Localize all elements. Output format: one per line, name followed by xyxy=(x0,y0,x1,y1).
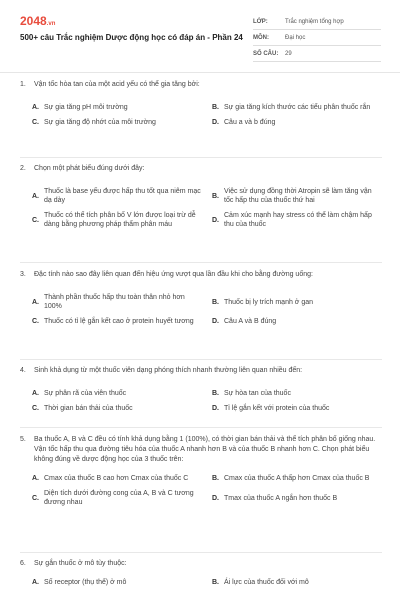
option-letter: D. xyxy=(212,216,219,224)
option-b[interactable] xyxy=(212,386,382,401)
option-text: Sự gia tăng pH môi trường xyxy=(44,104,128,111)
question-4 xyxy=(20,366,382,416)
meta-value: Đại học xyxy=(285,34,306,41)
meta-row-class xyxy=(253,14,381,30)
logo-domain: .vn xyxy=(46,21,56,27)
option-text: Sự phân rã của viên thuốc xyxy=(44,390,127,397)
option-d[interactable] xyxy=(212,208,382,232)
option-letter: A. xyxy=(32,298,39,306)
option-c[interactable] xyxy=(32,208,202,232)
question-stem: Sự gắn thuốc ở mô tùy thuộc: xyxy=(34,560,127,567)
option-text: Sự gia tăng kích thước các tiểu phân thuốc rắn xyxy=(224,104,371,111)
meta-label: LỚP: xyxy=(253,18,268,25)
option-letter: B. xyxy=(212,579,219,586)
option-text: Câu A và B đúng xyxy=(224,318,277,325)
question-1 xyxy=(20,80,382,130)
option-c[interactable] xyxy=(32,401,202,416)
option-text: Thuốc có tỉ lệ gắn kết cao ở protein huyết tương xyxy=(44,318,194,325)
option-text: Thuốc có thể tích phân bố V lớn được loại trừ dễ dàng bằng phương pháp thẩm phân máu xyxy=(44,212,196,228)
question-2 xyxy=(20,164,382,232)
option-letter: D. xyxy=(212,318,219,325)
logo-number: 2048 xyxy=(20,14,47,28)
option-letter: A. xyxy=(32,390,39,397)
option-a[interactable] xyxy=(32,184,202,208)
question-stem: Sinh khả dụng từ một thuốc viên dạng phóng thích nhanh thường liên quan nhiều đến: xyxy=(34,367,303,374)
option-letter: D. xyxy=(212,119,219,126)
option-letter: D. xyxy=(212,494,219,502)
option-text: Cmax của thuốc A thấp hơn Cmax của thuốc B xyxy=(224,475,370,482)
divider xyxy=(20,552,382,553)
option-letter: C. xyxy=(32,216,39,224)
option-letter: B. xyxy=(212,298,219,306)
question-stem: Đặc tính nào sao đây liên quan đến hiệu ứng vượt qua lần đầu khi cho bằng đường uống: xyxy=(34,271,313,278)
question-stem: Ba thuốc A, B và C đều có tính khả dụng bằng 1 (100%), có thời gian bán thải và thể tích phân bố giống nhau. Vận tốc hấp thu qua đường tiêu hóa của thuốc A nhanh hơn B và của thuốc B nhanh hơn C. Chọn phát biểu không đúng về dược động học của 3 thuốc trên: xyxy=(34,436,376,463)
option-text: Việc sử dụng đồng thời Atropin sẽ làm tăng vận tốc hấp thu của thuốc thứ hai xyxy=(224,188,372,204)
header xyxy=(0,0,400,73)
option-letter: A. xyxy=(32,475,39,482)
option-text: Thành phần thuốc hấp thu toàn thân nhỏ hơn 100% xyxy=(44,294,185,310)
question-stem: Vận tốc hòa tan của một acid yếu có thể gia tăng bởi: xyxy=(34,81,200,88)
option-letter: B. xyxy=(212,104,219,111)
option-text: Tỉ lệ gắn kết với protein của thuốc xyxy=(224,405,330,412)
question-3 xyxy=(20,270,382,329)
option-letter: A. xyxy=(32,192,39,200)
question-stem: Chọn một phát biểu đúng dưới đây: xyxy=(34,165,145,172)
meta-label: MÔN: xyxy=(253,34,269,41)
option-c[interactable] xyxy=(32,314,202,329)
option-letter: A. xyxy=(32,104,39,111)
option-d[interactable] xyxy=(212,314,382,329)
option-b[interactable] xyxy=(212,471,382,486)
option-b[interactable] xyxy=(212,184,382,208)
option-text: Cmax của thuốc B cao hơn Cmax của thuốc C xyxy=(44,475,189,482)
question-number: 2. xyxy=(20,165,26,172)
question-number: 1. xyxy=(20,81,26,88)
divider xyxy=(20,427,382,428)
option-c[interactable] xyxy=(32,115,202,130)
divider xyxy=(20,157,382,158)
question-number: 3. xyxy=(20,271,26,278)
option-letter: B. xyxy=(212,475,219,482)
option-d[interactable] xyxy=(212,401,382,416)
option-text: Sự gia tăng độ nhớt của môi trường xyxy=(44,119,156,126)
option-letter: C. xyxy=(32,318,39,325)
option-c[interactable] xyxy=(32,486,202,510)
question-5 xyxy=(20,435,382,510)
option-text: Tmax của thuốc A ngắn hơn thuốc B xyxy=(224,494,338,502)
option-text: Ái lực của thuốc đối với mô xyxy=(224,579,309,586)
meta-row-count xyxy=(253,46,381,62)
option-b[interactable] xyxy=(212,575,382,590)
option-a[interactable] xyxy=(32,100,202,115)
option-text: Câu a và b đúng xyxy=(224,119,276,126)
question-number: 4. xyxy=(20,367,26,374)
option-a[interactable] xyxy=(32,471,202,486)
option-text: Số receptor (thụ thể) ở mô xyxy=(44,579,127,586)
question-number: 6. xyxy=(20,560,26,567)
divider xyxy=(20,359,382,360)
meta-table xyxy=(253,14,381,62)
meta-value: 29 xyxy=(285,50,292,57)
meta-row-subject xyxy=(253,30,381,46)
page-title: 500+ câu Trắc nghiệm Dược động học có đáp án - Phần 24 xyxy=(20,33,243,42)
option-text: Thời gian bán thải của thuốc xyxy=(44,405,133,412)
option-letter: B. xyxy=(212,192,219,200)
meta-value: Trắc nghiệm tổng hợp xyxy=(285,18,344,25)
option-text: Thuốc bị ly trích mạnh ở gan xyxy=(224,298,314,306)
question-number: 5. xyxy=(20,436,26,443)
site-logo[interactable] xyxy=(20,14,55,28)
option-text: Sự hòa tan của thuốc xyxy=(224,390,291,397)
option-b[interactable] xyxy=(212,100,382,115)
option-text: Cảm xúc mạnh hay stress có thể làm chậm hấp thu của thuốc xyxy=(224,212,372,228)
option-a[interactable] xyxy=(32,290,202,314)
option-text: Thuốc là base yếu được hấp thu tốt qua niêm mạc dạ dày xyxy=(44,188,201,204)
option-d[interactable] xyxy=(212,115,382,130)
option-a[interactable] xyxy=(32,575,202,590)
question-6 xyxy=(20,559,382,590)
option-text: Diện tích dưới đường cong của A, B và C tương đương nhau xyxy=(44,490,194,506)
option-letter: B. xyxy=(212,390,219,397)
option-letter: C. xyxy=(32,494,39,502)
divider xyxy=(20,262,382,263)
option-d[interactable] xyxy=(212,486,382,510)
option-letter: C. xyxy=(32,405,39,412)
option-letter: A. xyxy=(32,579,39,586)
option-letter: C. xyxy=(32,119,39,126)
option-b[interactable] xyxy=(212,290,382,314)
meta-label: SỐ CÂU: xyxy=(253,50,279,57)
option-letter: D. xyxy=(212,405,219,412)
option-a[interactable] xyxy=(32,386,202,401)
